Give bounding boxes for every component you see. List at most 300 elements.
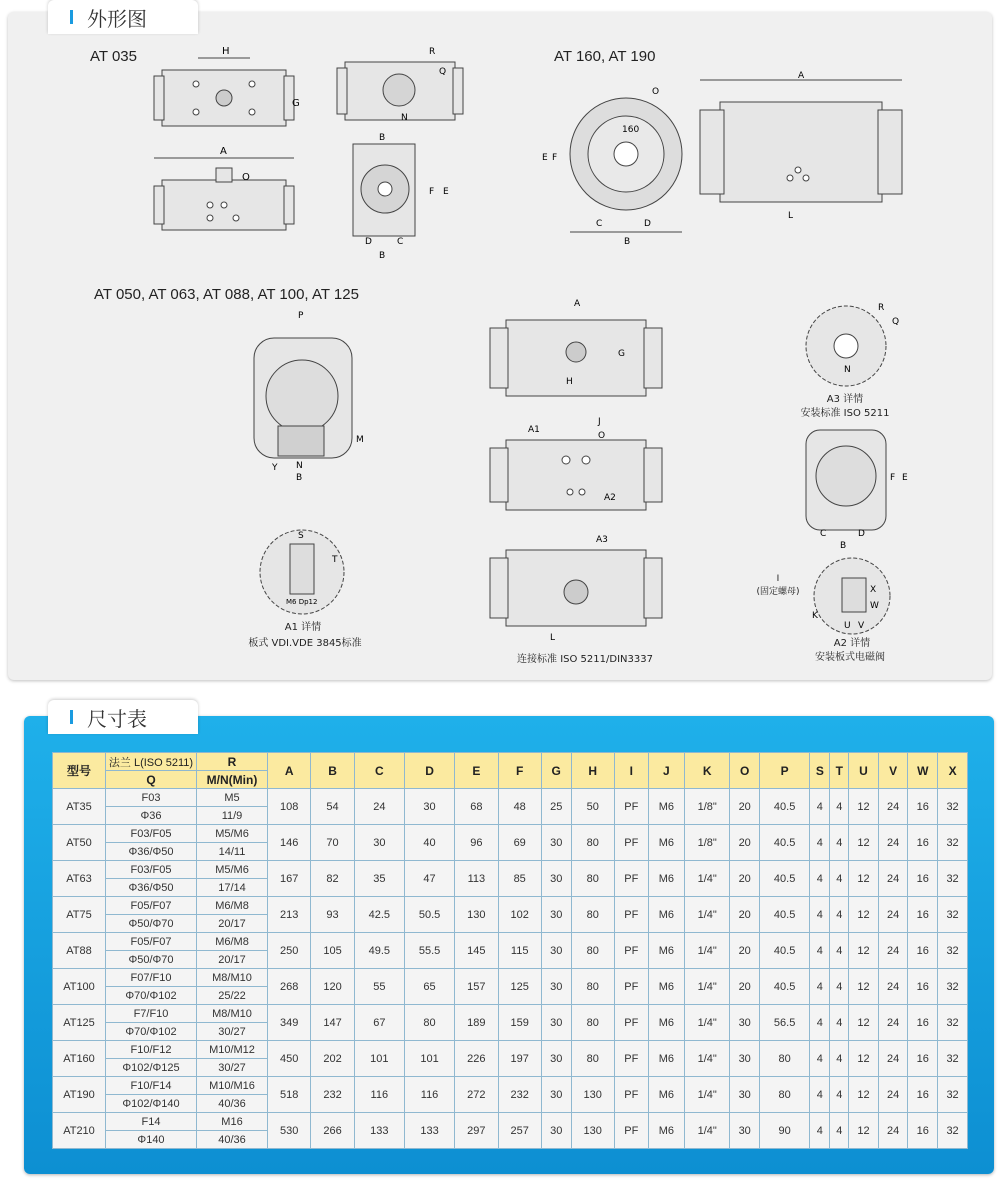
cell-value: 1/4" xyxy=(685,933,730,969)
cell-value: 16 xyxy=(908,933,938,969)
dim-c: C xyxy=(397,237,404,247)
cell-value: 16 xyxy=(908,1005,938,1041)
cell-q: Φ50/Φ70 xyxy=(106,951,197,969)
cell-value: 115 xyxy=(498,933,541,969)
cell-model: AT88 xyxy=(53,933,106,969)
cell-value: 16 xyxy=(908,1041,938,1077)
cell-q: Φ36/Φ50 xyxy=(106,843,197,861)
cell-value: 32 xyxy=(938,1005,968,1041)
cell-value: 40.5 xyxy=(760,897,810,933)
tab-accent xyxy=(70,10,73,24)
cell-value: M6 xyxy=(648,1077,684,1113)
dim-x: X xyxy=(870,585,877,595)
cell-value: 16 xyxy=(908,969,938,1005)
cell-value: M6 xyxy=(648,789,684,825)
cell-mn: 11/9 xyxy=(197,807,268,825)
cell-value: 82 xyxy=(311,861,354,897)
label-at050-125: AT 050, AT 063, AT 088, AT 100, AT 125 xyxy=(94,286,359,303)
cell-value: 49.5 xyxy=(354,933,404,969)
cell-value: M6 xyxy=(648,1041,684,1077)
cell-mn: 14/11 xyxy=(197,843,268,861)
dim-s: S xyxy=(298,531,304,541)
cell-value: 16 xyxy=(908,861,938,897)
table-row xyxy=(53,825,968,843)
cell-value: 30 xyxy=(541,1077,571,1113)
cell-value: PF xyxy=(614,1113,648,1149)
cell-r: M16 xyxy=(197,1113,268,1131)
cell-value: 48 xyxy=(498,789,541,825)
cell-value: 1/4" xyxy=(685,1077,730,1113)
cell-value: 32 xyxy=(938,933,968,969)
cell-value: 32 xyxy=(938,861,968,897)
dim-f: F xyxy=(429,187,435,197)
table-row xyxy=(53,969,968,987)
cell-value: 16 xyxy=(908,897,938,933)
section-tab-dimensions xyxy=(48,700,198,734)
header-col-v: V xyxy=(878,753,908,789)
dimension-table xyxy=(52,752,968,1149)
cell-value: 50 xyxy=(571,789,614,825)
cell-model: AT50 xyxy=(53,825,106,861)
cell-value: 30 xyxy=(541,825,571,861)
at035-drawing-top xyxy=(150,40,300,270)
cell-value: 30 xyxy=(404,789,454,825)
section-tab-outline xyxy=(48,0,198,34)
caption-a3: A3 详情 xyxy=(826,394,864,405)
cell-value: 24 xyxy=(878,933,908,969)
cell-value: 20 xyxy=(730,789,760,825)
header-col-a: A xyxy=(268,753,311,789)
dim-b-top: B xyxy=(379,133,386,143)
cell-value: 105 xyxy=(311,933,354,969)
dim-c-a3: C xyxy=(820,529,827,539)
dim-l-160: L xyxy=(788,211,794,221)
cell-value: M6 xyxy=(648,933,684,969)
cell-value: 32 xyxy=(938,1041,968,1077)
section-title-outline: 外形图 xyxy=(87,6,147,31)
cell-flange: F10/F14 xyxy=(106,1077,197,1095)
table-row xyxy=(53,861,968,879)
cell-value: 24 xyxy=(878,1005,908,1041)
cell-value: 35 xyxy=(354,861,404,897)
cell-mn: 25/22 xyxy=(197,987,268,1005)
header-col-i: I xyxy=(614,753,648,789)
table-row xyxy=(53,1041,968,1059)
cell-model: AT210 xyxy=(53,1113,106,1149)
cell-flange: F05/F07 xyxy=(106,897,197,915)
cell-r: M5/M6 xyxy=(197,861,268,879)
cell-value: 65 xyxy=(404,969,454,1005)
cell-mn: 30/27 xyxy=(197,1023,268,1041)
cell-value: 116 xyxy=(404,1077,454,1113)
cell-value: 16 xyxy=(908,1113,938,1149)
cell-value: 12 xyxy=(849,1005,879,1041)
cell-value: 16 xyxy=(908,825,938,861)
dim-o: O xyxy=(242,172,250,183)
dim-u: U xyxy=(844,621,851,631)
cell-flange: F03/F05 xyxy=(106,861,197,879)
cell-value: 349 xyxy=(268,1005,311,1041)
cell-value: 20 xyxy=(730,969,760,1005)
cell-model: AT125 xyxy=(53,1005,106,1041)
dim-y: Y xyxy=(272,463,278,473)
cell-value: 102 xyxy=(498,897,541,933)
cell-value: 20 xyxy=(730,933,760,969)
cell-r: M5/M6 xyxy=(197,825,268,843)
caption-a2: A2 详情 xyxy=(833,638,871,649)
section-title-dimensions: 尺寸表 xyxy=(87,706,147,731)
cell-value: 130 xyxy=(571,1113,614,1149)
dim-e-160: E xyxy=(542,153,548,163)
tab-accent xyxy=(70,710,73,724)
cell-q: Φ36 xyxy=(106,807,197,825)
dim-d: D xyxy=(365,237,372,247)
cell-value: 68 xyxy=(455,789,498,825)
cell-value: 232 xyxy=(498,1077,541,1113)
at035-drawing-side xyxy=(335,44,465,264)
cell-flange: F03 xyxy=(106,789,197,807)
cell-value: 12 xyxy=(849,1041,879,1077)
dim-n-a3: N xyxy=(844,365,851,375)
cell-flange: F10/F12 xyxy=(106,1041,197,1059)
cell-value: 50.5 xyxy=(404,897,454,933)
cell-value: 80 xyxy=(571,861,614,897)
cell-value: 297 xyxy=(455,1113,498,1149)
table-row xyxy=(53,1113,968,1131)
dim-o-050: O xyxy=(598,431,606,441)
cell-value: 133 xyxy=(404,1113,454,1149)
dim-b-050: B xyxy=(296,473,303,483)
cell-q: Φ140 xyxy=(106,1131,197,1149)
cell-value: 4 xyxy=(830,1041,849,1077)
cell-flange: F05/F07 xyxy=(106,933,197,951)
cell-value: 24 xyxy=(878,1041,908,1077)
cell-value: 1/8" xyxy=(685,789,730,825)
cell-value: PF xyxy=(614,789,648,825)
cell-value: 42.5 xyxy=(354,897,404,933)
cell-value: 120 xyxy=(311,969,354,1005)
cell-value: PF xyxy=(614,1005,648,1041)
cell-value: 4 xyxy=(810,861,830,897)
cell-value: 30 xyxy=(541,861,571,897)
label-at035: AT 035 xyxy=(90,48,137,65)
cell-value: 69 xyxy=(498,825,541,861)
cell-model: AT100 xyxy=(53,969,106,1005)
header-col-c: C xyxy=(354,753,404,789)
cell-value: 266 xyxy=(311,1113,354,1149)
cell-value: 30 xyxy=(730,1041,760,1077)
cell-value: 40.5 xyxy=(760,969,810,1005)
caption-connection: 连接标准 ISO 5211/DIN3337 xyxy=(517,654,653,665)
cell-value: 80 xyxy=(571,1005,614,1041)
cell-model: AT35 xyxy=(53,789,106,825)
header-col-j: J xyxy=(648,753,684,789)
cell-mn: 17/14 xyxy=(197,879,268,897)
cell-value: 24 xyxy=(878,789,908,825)
cell-r: M5 xyxy=(197,789,268,807)
cell-q: Φ102/Φ125 xyxy=(106,1059,197,1077)
dim-d-a3: D xyxy=(858,529,865,539)
cell-value: 125 xyxy=(498,969,541,1005)
cell-value: 4 xyxy=(830,933,849,969)
cell-value: 157 xyxy=(455,969,498,1005)
header-col-k: K xyxy=(685,753,730,789)
cell-value: 30 xyxy=(541,1005,571,1041)
cell-value: 24 xyxy=(354,789,404,825)
dim-c-160: C xyxy=(596,219,603,229)
cell-value: 80 xyxy=(571,825,614,861)
dim-q-a3: Q xyxy=(892,317,900,327)
cell-value: 24 xyxy=(878,1113,908,1149)
cell-r: M8/M10 xyxy=(197,969,268,987)
cell-value: 450 xyxy=(268,1041,311,1077)
dim-m6: M6 Dp12 xyxy=(286,598,318,606)
header-q: Q xyxy=(106,771,197,789)
cell-value: PF xyxy=(614,861,648,897)
a3-detail-drawing xyxy=(800,300,920,550)
cell-value: 213 xyxy=(268,897,311,933)
cell-value: 12 xyxy=(849,969,879,1005)
table-row xyxy=(53,1005,968,1023)
cell-value: 145 xyxy=(455,933,498,969)
header-col-f: F xyxy=(498,753,541,789)
at160-drawing xyxy=(540,70,940,250)
dim-g: G xyxy=(292,98,300,109)
cell-value: 32 xyxy=(938,969,968,1005)
dim-j: J xyxy=(598,417,601,427)
label-at160-190: AT 160, AT 190 xyxy=(554,48,656,65)
cell-value: 32 xyxy=(938,897,968,933)
cell-value: 518 xyxy=(268,1077,311,1113)
cell-value: 20 xyxy=(730,861,760,897)
cell-value: 147 xyxy=(311,1005,354,1041)
cell-value: 40.5 xyxy=(760,789,810,825)
dim-a2: A2 xyxy=(604,493,616,503)
caption-a2-sub: 安装板式电磁阀 xyxy=(815,652,885,663)
dim-r: R xyxy=(429,47,436,57)
cell-value: M6 xyxy=(648,969,684,1005)
dim-e-a3: E xyxy=(902,473,908,483)
at050-views-drawing xyxy=(486,299,666,643)
cell-value: 167 xyxy=(268,861,311,897)
cell-value: 1/4" xyxy=(685,1041,730,1077)
header-mn: M/N(Min) xyxy=(197,771,268,789)
dim-v: V xyxy=(858,621,865,631)
cell-model: AT190 xyxy=(53,1077,106,1113)
cell-value: 32 xyxy=(938,789,968,825)
dim-b: B xyxy=(379,251,386,261)
cell-value: 268 xyxy=(268,969,311,1005)
cell-value: 12 xyxy=(849,1077,879,1113)
cell-value: 108 xyxy=(268,789,311,825)
dim-160: 160 xyxy=(622,125,640,135)
cell-value: 30 xyxy=(541,1113,571,1149)
cell-r: M6/M8 xyxy=(197,897,268,915)
dim-f-a3: F xyxy=(890,473,896,483)
cell-mn: 20/17 xyxy=(197,951,268,969)
cell-value: 80 xyxy=(571,969,614,1005)
cell-value: 32 xyxy=(938,1113,968,1149)
dim-n-050: N xyxy=(296,461,303,471)
cell-value: 12 xyxy=(849,861,879,897)
dim-a-160: A xyxy=(798,71,805,81)
header-col-b: B xyxy=(311,753,354,789)
cell-value: 30 xyxy=(541,897,571,933)
cell-q: Φ50/Φ70 xyxy=(106,915,197,933)
cell-value: 80 xyxy=(404,1005,454,1041)
cell-value: 25 xyxy=(541,789,571,825)
header-col-g: G xyxy=(541,753,571,789)
cell-value: M6 xyxy=(648,861,684,897)
cell-value: 67 xyxy=(354,1005,404,1041)
cell-mn: 30/27 xyxy=(197,1059,268,1077)
dim-e: E xyxy=(443,187,449,197)
cell-value: 80 xyxy=(760,1077,810,1113)
cell-value: PF xyxy=(614,825,648,861)
cell-value: 159 xyxy=(498,1005,541,1041)
cell-value: 90 xyxy=(760,1113,810,1149)
dim-p: P xyxy=(298,311,304,321)
cell-value: 4 xyxy=(830,1005,849,1041)
cell-value: 4 xyxy=(830,789,849,825)
cell-value: 30 xyxy=(541,969,571,1005)
header-col-t: T xyxy=(830,753,849,789)
cell-value: PF xyxy=(614,1041,648,1077)
cell-mn: 40/36 xyxy=(197,1131,268,1149)
dim-n: N xyxy=(401,113,408,123)
dim-a: A xyxy=(220,146,227,157)
cell-value: PF xyxy=(614,969,648,1005)
header-col-d: D xyxy=(404,753,454,789)
cell-r: M10/M16 xyxy=(197,1077,268,1095)
cell-value: 24 xyxy=(878,825,908,861)
cell-value: 113 xyxy=(455,861,498,897)
header-col-w: W xyxy=(908,753,938,789)
cell-value: 130 xyxy=(571,1077,614,1113)
cell-value: 55 xyxy=(354,969,404,1005)
cell-value: 4 xyxy=(810,789,830,825)
cell-value: 40 xyxy=(404,825,454,861)
cell-value: 40.5 xyxy=(760,825,810,861)
cell-value: 24 xyxy=(878,1077,908,1113)
cell-flange: F03/F05 xyxy=(106,825,197,843)
cell-value: 93 xyxy=(311,897,354,933)
cell-value: 272 xyxy=(455,1077,498,1113)
header-col-h: H xyxy=(571,753,614,789)
cell-value: 85 xyxy=(498,861,541,897)
cell-value: 250 xyxy=(268,933,311,969)
cell-flange: F07/F10 xyxy=(106,969,197,987)
dim-r-a3: R xyxy=(878,303,885,313)
cell-value: 4 xyxy=(830,861,849,897)
dim-o-160: O xyxy=(652,87,660,97)
cell-value: 96 xyxy=(455,825,498,861)
cell-value: 12 xyxy=(849,897,879,933)
cell-value: 80 xyxy=(571,897,614,933)
cell-value: 16 xyxy=(908,1077,938,1113)
cell-value: 40.5 xyxy=(760,933,810,969)
cell-value: PF xyxy=(614,933,648,969)
cell-value: 4 xyxy=(810,969,830,1005)
dim-g-050: G xyxy=(618,349,625,359)
a2-detail-drawing xyxy=(800,556,900,640)
dim-h: H xyxy=(222,46,230,57)
cell-value: 55.5 xyxy=(404,933,454,969)
cell-value: M6 xyxy=(648,825,684,861)
header-flange: 法兰 L(ISO 5211) xyxy=(106,753,197,771)
cell-value: M6 xyxy=(648,1113,684,1149)
dim-a-050: A xyxy=(574,299,581,309)
cell-value: 16 xyxy=(908,789,938,825)
cell-value: 4 xyxy=(830,969,849,1005)
cell-value: 80 xyxy=(760,1041,810,1077)
cell-value: 12 xyxy=(849,789,879,825)
cell-q: Φ70/Φ102 xyxy=(106,1023,197,1041)
caption-a3-sub: 安装标准 ISO 5211 xyxy=(800,408,890,419)
cell-value: 4 xyxy=(810,1077,830,1113)
cell-value: 40.5 xyxy=(760,861,810,897)
cell-value: 30 xyxy=(730,1113,760,1149)
header-col-e: E xyxy=(455,753,498,789)
cell-q: Φ36/Φ50 xyxy=(106,879,197,897)
cell-value: 1/4" xyxy=(685,897,730,933)
cell-value: 30 xyxy=(354,825,404,861)
cell-r: M10/M12 xyxy=(197,1041,268,1059)
cell-value: 12 xyxy=(849,825,879,861)
cell-value: 226 xyxy=(455,1041,498,1077)
cell-value: 80 xyxy=(571,1041,614,1077)
cell-value: 1/4" xyxy=(685,861,730,897)
cell-value: 146 xyxy=(268,825,311,861)
cell-value: 4 xyxy=(810,1113,830,1149)
dim-l-050: L xyxy=(550,633,556,643)
cell-value: 4 xyxy=(830,897,849,933)
cell-value: 4 xyxy=(830,1113,849,1149)
cell-value: 30 xyxy=(541,1041,571,1077)
cell-q: Φ70/Φ102 xyxy=(106,987,197,1005)
dim-k: K xyxy=(812,611,818,621)
cell-value: 12 xyxy=(849,1113,879,1149)
cell-r: M6/M8 xyxy=(197,933,268,951)
cell-value: 4 xyxy=(830,1077,849,1113)
at050-front-drawing xyxy=(240,308,370,488)
cell-value: 1/4" xyxy=(685,1113,730,1149)
dim-f-160: F xyxy=(552,153,558,163)
dim-w: W xyxy=(870,601,879,611)
cell-value: 133 xyxy=(354,1113,404,1149)
dim-b-160: B xyxy=(624,237,631,247)
cell-value: M6 xyxy=(648,897,684,933)
cell-model: AT75 xyxy=(53,897,106,933)
dim-m: M xyxy=(356,435,364,445)
cell-value: PF xyxy=(614,1077,648,1113)
cell-flange: F14 xyxy=(106,1113,197,1131)
cell-value: 101 xyxy=(404,1041,454,1077)
dim-h-050: H xyxy=(566,377,573,387)
cell-value: 232 xyxy=(311,1077,354,1113)
cell-value: 257 xyxy=(498,1113,541,1149)
header-col-x: X xyxy=(938,753,968,789)
a1-detail-drawing xyxy=(256,526,356,616)
cell-value: 202 xyxy=(311,1041,354,1077)
cell-value: 4 xyxy=(810,1041,830,1077)
header-col-o: O xyxy=(730,753,760,789)
cell-value: 4 xyxy=(830,825,849,861)
cell-value: 530 xyxy=(268,1113,311,1149)
cell-r: M8/M10 xyxy=(197,1005,268,1023)
cell-value: 56.5 xyxy=(760,1005,810,1041)
cell-value: 1/4" xyxy=(685,1005,730,1041)
